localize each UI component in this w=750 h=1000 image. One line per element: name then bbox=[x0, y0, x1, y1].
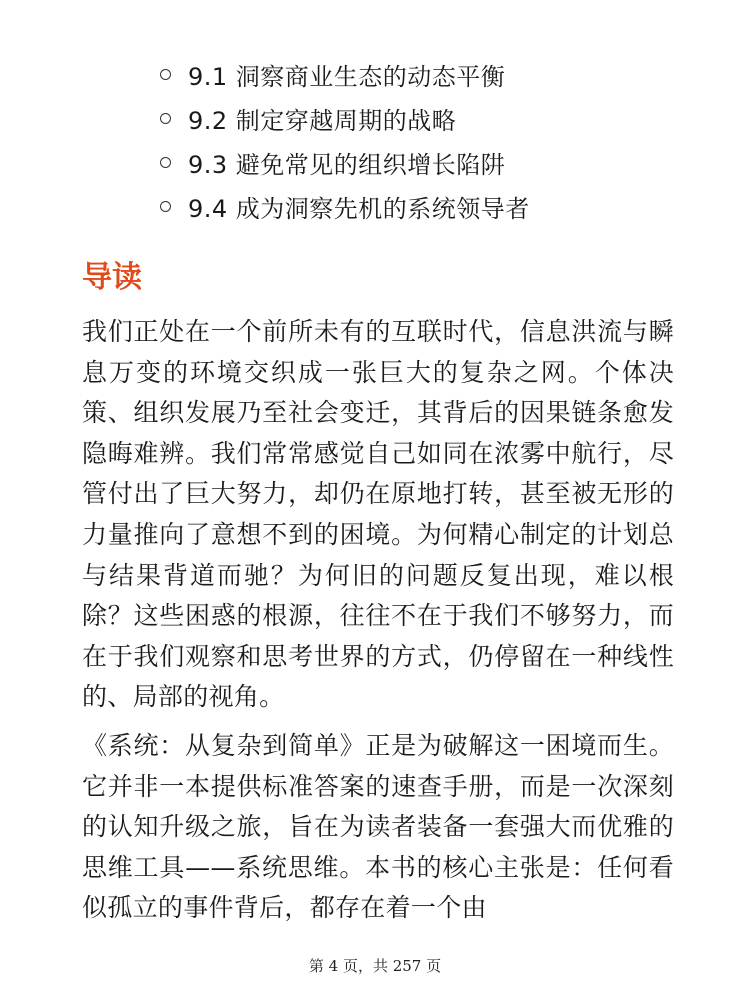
toc-item[interactable] bbox=[160, 140, 530, 184]
toc-item[interactable] bbox=[160, 184, 530, 228]
toc-item-label: 9.4 成为洞察先机的系统领导者 bbox=[188, 194, 530, 223]
body-paragraph: 《系统：从复杂到简单》正是为破解这一困境而生。它并非一本提供标准答案的速查手册，而是一次深刻的认知升级之旅，旨在为读者装备一套强大而优雅的思维工具——系统思维。本书的核心主张是：任何看似孤立的事件背后，都存在着一个由 bbox=[82, 731, 674, 923]
toc-list bbox=[160, 52, 530, 228]
circle-bullet-icon bbox=[160, 69, 171, 80]
page-number: 第 4 页，共 257 页 bbox=[308, 957, 442, 975]
body-paragraph: 我们正处在一个前所未有的互联时代，信息洪流与瞬息万变的环境交织成一张巨大的复杂之网。个体决策、组织发展乃至社会变迁，其背后的因果链条愈发隐晦难辨。我们常常感觉自己如同在浓雾中航行，尽管付出了巨大努力，却仍在原地打转，甚至被无形的力量推向了意想不到的困境。为何精心制定的计划总与结果背道而驰？为何旧的问题反复出现，难以根除？这些困惑的根源，往往不在于我们不够努力，而在于我们观察和思考世界的方式，仍停留在一种线性的、局部的视角。 bbox=[82, 317, 674, 712]
circle-bullet-icon bbox=[160, 113, 171, 124]
toc-item-label: 9.3 避免常见的组织增长陷阱 bbox=[188, 150, 506, 179]
circle-bullet-icon bbox=[160, 201, 171, 212]
toc-item-label: 9.2 制定穿越周期的战略 bbox=[188, 106, 457, 135]
toc-item[interactable] bbox=[160, 96, 530, 140]
toc-item-label: 9.1 洞察商业生态的动态平衡 bbox=[188, 62, 506, 91]
toc-item[interactable] bbox=[160, 52, 530, 96]
circle-bullet-icon bbox=[160, 157, 171, 168]
section-heading: 导读 bbox=[82, 260, 142, 295]
